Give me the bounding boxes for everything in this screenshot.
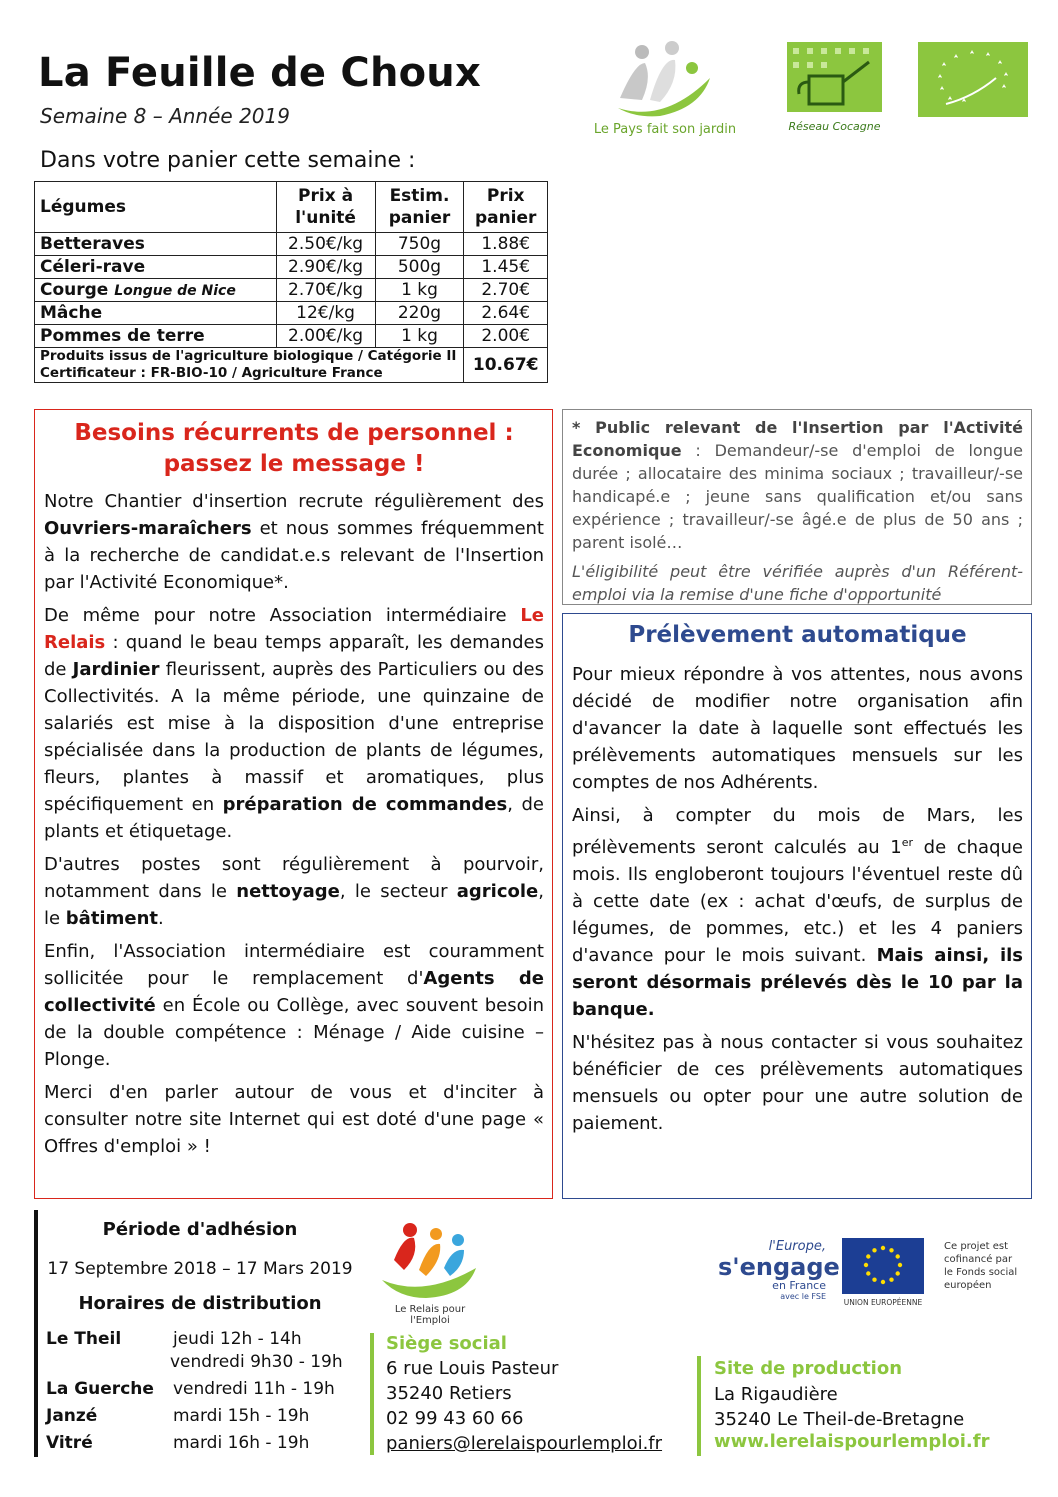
text: D'autres postes sont régulièrement à pourvoir, notamment dans le: [44, 854, 544, 902]
text: , de plants et étiquetage.: [44, 794, 544, 842]
production-title: Site de production: [714, 1358, 903, 1379]
row-variety: Longue de Nice: [114, 282, 236, 299]
europe-line3: en France: [772, 1279, 826, 1292]
table-row: [35, 256, 548, 279]
siege-title: Siège social: [386, 1333, 507, 1354]
page-subtitle: Semaine 8 – Année 2019: [40, 104, 290, 128]
siege-address-1: 6 rue Louis Pasteur: [386, 1358, 559, 1379]
text-bold: nettoyage: [236, 881, 340, 902]
text: , le secteur: [339, 881, 457, 902]
cocagne-label: Réseau Cocagne: [788, 120, 881, 133]
production-address-1: La Rigaudière: [714, 1384, 838, 1405]
row-price: 2.70€: [464, 279, 548, 302]
siege-phone: 02 99 43 60 66: [386, 1408, 524, 1429]
text: Ainsi, à compter du mois de Mars, les prélèvements seront calculés au 1: [572, 805, 1023, 858]
table-footer-line2: Certificateur : FR-BIO-10 / Agriculture France: [40, 365, 383, 381]
row-unit: 2.00€/kg: [276, 325, 375, 348]
row-price: 1.88€: [464, 233, 548, 256]
row-name-cell: [35, 279, 277, 302]
adhesion-dates: 17 Septembre 2018 – 17 Mars 2019: [47, 1259, 353, 1279]
public-box: [562, 409, 1032, 605]
besoins-paragraph-5: Merci d'en parler autour de vous et d'inciter à consulter notre site Internet qui est doté d'une page « Offres d'emploi » !: [44, 1082, 544, 1157]
text-bold: préparation de commandes: [222, 794, 508, 815]
text-bold: bâtiment: [65, 908, 158, 929]
schedule-time: mardi 16h - 19h: [173, 1433, 310, 1453]
row-unit: 12€/kg: [276, 302, 375, 325]
relais-logo: [374, 1220, 486, 1326]
row-name: Mâche: [35, 302, 277, 325]
cocagne-logo: [787, 42, 882, 137]
schedule-time: vendredi 9h30 - 19h: [170, 1352, 343, 1372]
prelevement-paragraph-1: Pour mieux répondre à vos attentes, nous avons décidé de modifier notre organisation afin d'avancer la date à laquelle sont effectués les prélèvements automatiques mensuels sur les comptes de nos Adhérents.: [572, 664, 1023, 793]
production-bar: [697, 1356, 701, 1456]
text-sup: er: [901, 836, 914, 849]
text: De même pour notre Association intermédiaire: [44, 605, 521, 626]
col-header-unit-price: Prix à l'unité: [276, 182, 375, 233]
horaires-title: Horaires de distribution: [78, 1293, 322, 1314]
basket-intro: Dans votre panier cette semaine :: [40, 148, 416, 173]
pays-jardin-logo: [580, 38, 750, 143]
adhesion-title: Période d'adhésion: [102, 1219, 298, 1240]
besoins-title-1: Besoins récurrents de personnel :: [74, 420, 514, 446]
col-header-legumes: Légumes: [35, 182, 277, 233]
text: en École ou Collège, avec souvent besoin de la double compétence : Ménage / Aide cuisine – Plonge.: [44, 995, 544, 1070]
prelevement-paragraph-2: [572, 802, 1023, 1023]
table-footer-text: [35, 348, 464, 383]
text-bold: agricole: [456, 881, 539, 902]
row-estim: 220g: [375, 302, 464, 325]
siege-bar: [370, 1333, 374, 1455]
table-total: 10.67€: [464, 348, 548, 383]
schedule-place: Janzé: [46, 1406, 98, 1426]
prelevement-title: Prélèvement automatique: [628, 622, 967, 648]
europe-line1: l'Europe,: [768, 1239, 826, 1254]
pays-jardin-icon: [580, 38, 750, 118]
text-bold: Jardinier: [72, 659, 160, 680]
row-name: Pommes de terre: [35, 325, 277, 348]
row-unit: 2.70€/kg: [276, 279, 375, 302]
relais-people-icon: [374, 1220, 486, 1300]
text-bold: Mais ainsi, ils seront désormais prélevés dès le 10 par la banque.: [572, 945, 1023, 1020]
basket-table: [34, 181, 548, 383]
row-estim: 1 kg: [375, 325, 464, 348]
europe-line4: avec le FSE: [780, 1292, 826, 1301]
eu-flag-icon: [842, 1238, 924, 1294]
public-note: L'éligibilité peut être vérifiée auprès d'un Référent-emploi via la remise d'une fiche d'opportunité: [572, 562, 1023, 604]
col-header-estim: Estim. panier: [375, 182, 464, 233]
row-name: Courge: [40, 279, 109, 300]
ue-label: UNION EUROPÉENNE: [843, 1298, 923, 1307]
besoins-paragraph-4: [44, 938, 544, 1073]
adhesion-bar: [34, 1210, 38, 1457]
relais-label: Le Relais pour l'Emploi: [394, 1304, 466, 1326]
public-text: [572, 416, 1023, 554]
row-estim: 500g: [375, 256, 464, 279]
public-title: * Public relevant de l'Insertion par l'Activité Economique: [572, 418, 1023, 460]
table-row: [35, 279, 548, 302]
schedule-time: vendredi 11h - 19h: [173, 1379, 335, 1399]
page-title: La Feuille de Choux: [38, 50, 481, 96]
row-name: Céleri-rave: [35, 256, 277, 279]
schedule-place: Vitré: [46, 1433, 93, 1453]
table-row: [35, 325, 548, 348]
row-unit: 2.90€/kg: [276, 256, 375, 279]
text: Enfin, l'Association intermédiaire est couramment sollicitée pour le remplacement d': [44, 941, 544, 989]
col-header-price: Prix panier: [464, 182, 548, 233]
besoins-paragraph-3: [44, 851, 544, 932]
siege-address-2: 35240 Retiers: [386, 1383, 512, 1404]
prelevement-paragraph-3: N'hésitez pas à nous contacter si vous souhaitez bénéficier de ces prélèvements automatiques mensuels ou opter pour une autre solution de paiement.: [572, 1032, 1023, 1134]
text: de chaque mois. Ils engloberont toujours l'éventuel reste dû à cette date (ex : achat d'œufs, de surplus de légumes, de pommes, etc.) et les 4 paniers d'avance pour le mois suivant.: [572, 837, 1023, 966]
table-footer-row: [35, 348, 548, 383]
schedule-place: Le Theil: [46, 1329, 122, 1349]
besoins-paragraph-1: [44, 488, 544, 596]
row-price: 1.45€: [464, 256, 548, 279]
row-unit: 2.50€/kg: [276, 233, 375, 256]
besoins-title-2: passez le message !: [163, 451, 425, 477]
text: , le: [44, 881, 544, 929]
table-row: [35, 233, 548, 256]
schedule-time: jeudi 12h - 14h: [173, 1329, 302, 1349]
fse-text: Ce projet est cofinancé par le Fonds social européen: [944, 1241, 1018, 1291]
schedule-place: La Guerche: [46, 1379, 154, 1399]
table-footer-line1: Produits issus de l'agriculture biologique / Catégorie II: [40, 348, 457, 364]
europe-line2: s'engage: [718, 1253, 840, 1281]
row-estim: 750g: [375, 233, 464, 256]
organic-leaf-icon: [918, 42, 1028, 117]
eu-organic-logo: [918, 42, 1028, 117]
public-description: : Demandeur/-se d'emploi de longue durée ; allocataire des minima sociaux ; travailleur/-se handicapé.e ; jeune sans qualification et/ou sans expérience ; travailleur/-se âgé.e de plus de 50 ans ; parent isolé…: [572, 441, 1023, 552]
eu-flag-logo: [842, 1238, 924, 1308]
siege-email-link[interactable]: paniers@lerelaispourlemploi.fr: [386, 1433, 663, 1454]
besoins-paragraph-2: [44, 602, 544, 845]
text: Notre Chantier d'insertion recrute régulièrement des: [44, 491, 544, 512]
schedule-time: mardi 15h - 19h: [173, 1406, 310, 1426]
text-bold: Agents de collectivité: [44, 968, 544, 1016]
prelevement-box: [562, 613, 1032, 1199]
watering-can-icon: [787, 42, 882, 112]
row-name: Betteraves: [35, 233, 277, 256]
text-red: Le Relais: [44, 605, 544, 653]
production-website-link[interactable]: www.lerelaispourlemploi.fr: [714, 1431, 990, 1452]
text: .: [158, 908, 164, 929]
besoins-box: [34, 409, 553, 1199]
row-estim: 1 kg: [375, 279, 464, 302]
text-bold: Ouvriers-maraîchers: [44, 518, 252, 539]
text: et nous sommes fréquemment à la recherche de candidat.e.s relevant de l'Insertion par l'Activité Economique*.: [44, 518, 544, 593]
row-price: 2.64€: [464, 302, 548, 325]
europe-engage-logo: [718, 1239, 840, 1308]
production-address-2: 35240 Le Theil-de-Bretagne: [714, 1409, 965, 1430]
text: : quand le beau temps apparaît, les demandes de: [44, 632, 544, 680]
table-row: [35, 302, 548, 325]
text: fleurissent, auprès des Particuliers ou des Collectivités. A la même période, une quinzaine de salariés est mise à la disposition d'une entreprise spécialisée dans la production de plants de légumes, fleurs, plantes à massif et aromatiques, plus spécifiquement en: [44, 659, 544, 815]
pays-jardin-label: Le Pays fait son jardin: [593, 122, 737, 137]
row-price: 2.00€: [464, 325, 548, 348]
